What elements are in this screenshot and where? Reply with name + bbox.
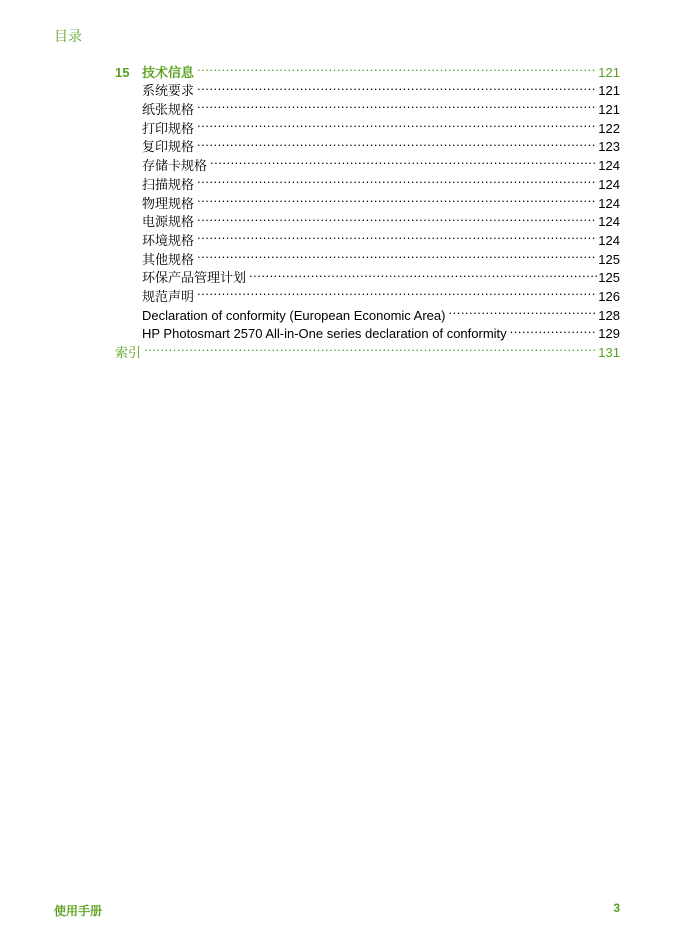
toc-entry-page: 121 (598, 83, 620, 99)
chapter-page: 121 (598, 64, 620, 80)
toc-entry-page: 123 (598, 139, 620, 155)
dot-leader (249, 264, 597, 283)
toc-entry-page: 124 (598, 158, 620, 174)
toc-chapter-row[interactable] (115, 58, 620, 80)
toc-entry-label: HP Photosmart 2570 All-in-One series declaration of conformity (142, 326, 507, 342)
dot-leader (197, 226, 597, 245)
toc-entry-label: 电源规格 (142, 214, 195, 230)
dot-leader (197, 114, 597, 133)
toc-entry-page: 122 (598, 120, 620, 136)
table-of-contents (115, 58, 620, 360)
toc-entry-page: 121 (598, 102, 620, 118)
toc-entry-page: 124 (598, 195, 620, 211)
dot-leader (197, 95, 597, 114)
toc-index-row[interactable] (115, 338, 620, 360)
toc-entry-page: 129 (598, 326, 620, 342)
toc-entry-label: 打印规格 (142, 120, 195, 136)
toc-entry-page: 124 (598, 176, 620, 192)
toc-entry-label: 扫描规格 (142, 176, 195, 192)
toc-entry-page: 126 (598, 288, 620, 304)
page-header-title: 目录 (54, 28, 82, 44)
toc-entry-page: 124 (598, 214, 620, 230)
toc-entry-page: 124 (598, 232, 620, 248)
dot-leader (448, 301, 597, 320)
dot-leader (197, 58, 597, 77)
toc-entry-label: 环境规格 (142, 232, 195, 248)
footer-manual-title: 使用手册 (54, 904, 103, 918)
index-page: 131 (598, 345, 620, 360)
toc-entry-label: Declaration of conformity (European Economic Area) (142, 307, 446, 323)
toc-entry-label: 纸张规格 (142, 102, 195, 118)
dot-leader (197, 77, 597, 96)
footer-page-number: 3 (613, 901, 620, 915)
toc-entry-page: 125 (598, 251, 620, 267)
dot-leader (197, 208, 597, 227)
index-label: 索引 (115, 345, 142, 360)
toc-entry-label: 其他规格 (142, 251, 195, 267)
dot-leader (510, 320, 598, 339)
toc-entry-label: 复印规格 (142, 139, 195, 155)
toc-entry-label: 规范声明 (142, 288, 195, 304)
dot-leader (197, 282, 597, 301)
toc-entry-page: 125 (598, 270, 620, 286)
chapter-number: 15 (115, 64, 130, 80)
toc-entry-label: 存储卡规格 (142, 158, 208, 174)
dot-leader (197, 189, 597, 208)
toc-entry-page: 128 (598, 307, 620, 323)
dot-leader (144, 338, 597, 357)
dot-leader (197, 133, 597, 152)
chapter-title: 技术信息 (142, 64, 195, 80)
toc-entry-label: 系统要求 (142, 83, 195, 99)
dot-leader (197, 245, 597, 264)
toc-entry-label: 环保产品管理计划 (142, 270, 247, 286)
dot-leader (210, 151, 597, 170)
toc-entry-label: 物理规格 (142, 195, 195, 211)
dot-leader (197, 170, 597, 189)
